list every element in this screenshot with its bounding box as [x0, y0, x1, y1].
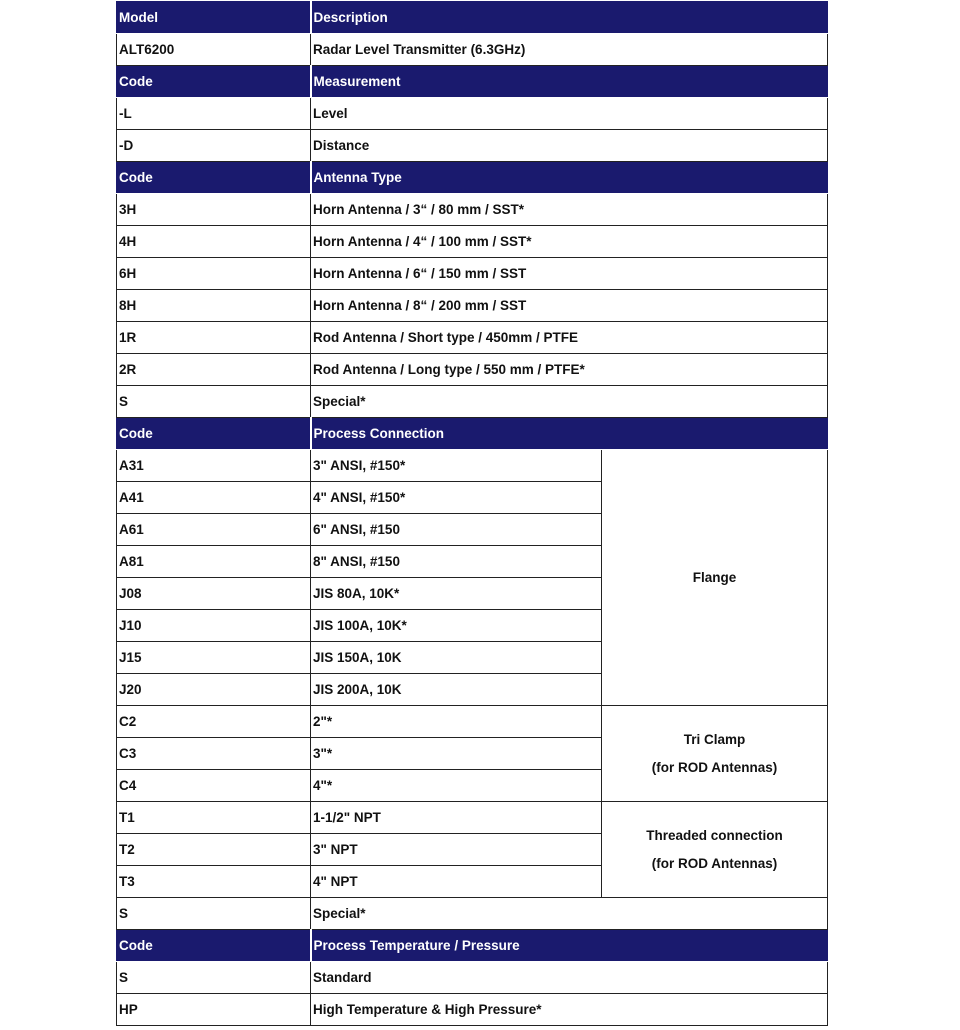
code-cell: T3 [117, 866, 311, 898]
group-label: Tri Clamp [683, 731, 746, 747]
description-cell: JIS 200A, 10K [311, 674, 602, 706]
table-row [117, 354, 828, 386]
table-row [117, 34, 828, 66]
code-cell: 6H [117, 258, 311, 290]
code-cell: 8H [117, 290, 311, 322]
group-label: Threaded connection [646, 827, 783, 843]
header-row-measurement [117, 66, 828, 98]
code-cell: 2R [117, 354, 311, 386]
code-cell: J20 [117, 674, 311, 706]
description-cell: 3" ANSI, #150* [311, 450, 602, 482]
description-cell: 3"* [311, 738, 602, 770]
code-cell: 4H [117, 226, 311, 258]
code-cell: C4 [117, 770, 311, 802]
description-cell: JIS 150A, 10K [311, 642, 602, 674]
code-cell: S [117, 962, 311, 994]
code-cell: A61 [117, 514, 311, 546]
code-cell: A81 [117, 546, 311, 578]
table-row [117, 994, 828, 1026]
group-cell-threaded [602, 802, 828, 898]
description-cell: 4" ANSI, #150* [311, 482, 602, 514]
description-cell: Distance [311, 130, 828, 162]
code-cell: S [117, 898, 311, 930]
table-row [117, 194, 828, 226]
description-cell: Horn Antenna / 6“ / 150 mm / SST [311, 258, 828, 290]
table-row [117, 98, 828, 130]
table-row [117, 450, 828, 482]
description-cell: 8" ANSI, #150 [311, 546, 602, 578]
code-cell: J15 [117, 642, 311, 674]
code-cell: 1R [117, 322, 311, 354]
code-cell: A31 [117, 450, 311, 482]
table-row [117, 802, 828, 834]
order-code-table [116, 1, 827, 1026]
description-cell: 2"* [311, 706, 602, 738]
table-row [117, 290, 828, 322]
header-code-cell: Code [117, 162, 311, 194]
header-label-cell: Process Connection [311, 418, 828, 450]
code-cell: C2 [117, 706, 311, 738]
code-cell: T1 [117, 802, 311, 834]
description-cell: High Temperature & High Pressure* [311, 994, 828, 1026]
group-cell-tri-clamp [602, 706, 828, 802]
description-cell: Horn Antenna / 4“ / 100 mm / SST* [311, 226, 828, 258]
header-code-cell: Code [117, 66, 311, 98]
description-cell: 6" ANSI, #150 [311, 514, 602, 546]
code-cell: 3H [117, 194, 311, 226]
header-row-temperature [117, 930, 828, 962]
table-row [117, 258, 828, 290]
description-cell: Standard [311, 962, 828, 994]
header-label-cell: Antenna Type [311, 162, 828, 194]
table-row [117, 322, 828, 354]
code-cell: ALT6200 [117, 34, 311, 66]
description-cell: JIS 80A, 10K* [311, 578, 602, 610]
header-label-cell: Measurement [311, 66, 828, 98]
code-cell: C3 [117, 738, 311, 770]
group-label: Flange [692, 569, 737, 585]
code-cell: T2 [117, 834, 311, 866]
description-cell: Horn Antenna / 3“ / 80 mm / SST* [311, 194, 828, 226]
description-cell: Special* [311, 898, 828, 930]
table-row [117, 130, 828, 162]
code-cell: A41 [117, 482, 311, 514]
table-row [117, 386, 828, 418]
code-cell: J10 [117, 610, 311, 642]
header-row-antenna [117, 162, 828, 194]
header-row-model [117, 2, 828, 34]
header-code-cell: Code [117, 418, 311, 450]
group-cell-flange [602, 450, 828, 706]
description-cell: 1-1/2" NPT [311, 802, 602, 834]
description-cell: 3" NPT [311, 834, 602, 866]
description-cell: Level [311, 98, 828, 130]
description-cell: Rod Antenna / Short type / 450mm / PTFE [311, 322, 828, 354]
header-label-cell: Description [311, 2, 828, 34]
header-label-cell: Process Temperature / Pressure [311, 930, 828, 962]
header-row-process [117, 418, 828, 450]
table-row [117, 706, 828, 738]
header-code-cell: Code [117, 930, 311, 962]
description-cell: 4"* [311, 770, 602, 802]
table-row [117, 226, 828, 258]
code-cell: S [117, 386, 311, 418]
code-cell: HP [117, 994, 311, 1026]
header-code-cell: Model [117, 2, 311, 34]
description-cell: Special* [311, 386, 828, 418]
description-cell: Radar Level Transmitter (6.3GHz) [311, 34, 828, 66]
code-cell: J08 [117, 578, 311, 610]
group-sublabel: (for ROD Antennas) [651, 759, 778, 775]
table-row [117, 898, 828, 930]
code-cell: -L [117, 98, 311, 130]
description-cell: Horn Antenna / 8“ / 200 mm / SST [311, 290, 828, 322]
group-sublabel: (for ROD Antennas) [651, 855, 778, 871]
description-cell: Rod Antenna / Long type / 550 mm / PTFE* [311, 354, 828, 386]
description-cell: 4" NPT [311, 866, 602, 898]
description-cell: JIS 100A, 10K* [311, 610, 602, 642]
code-cell: -D [117, 130, 311, 162]
table-row [117, 962, 828, 994]
